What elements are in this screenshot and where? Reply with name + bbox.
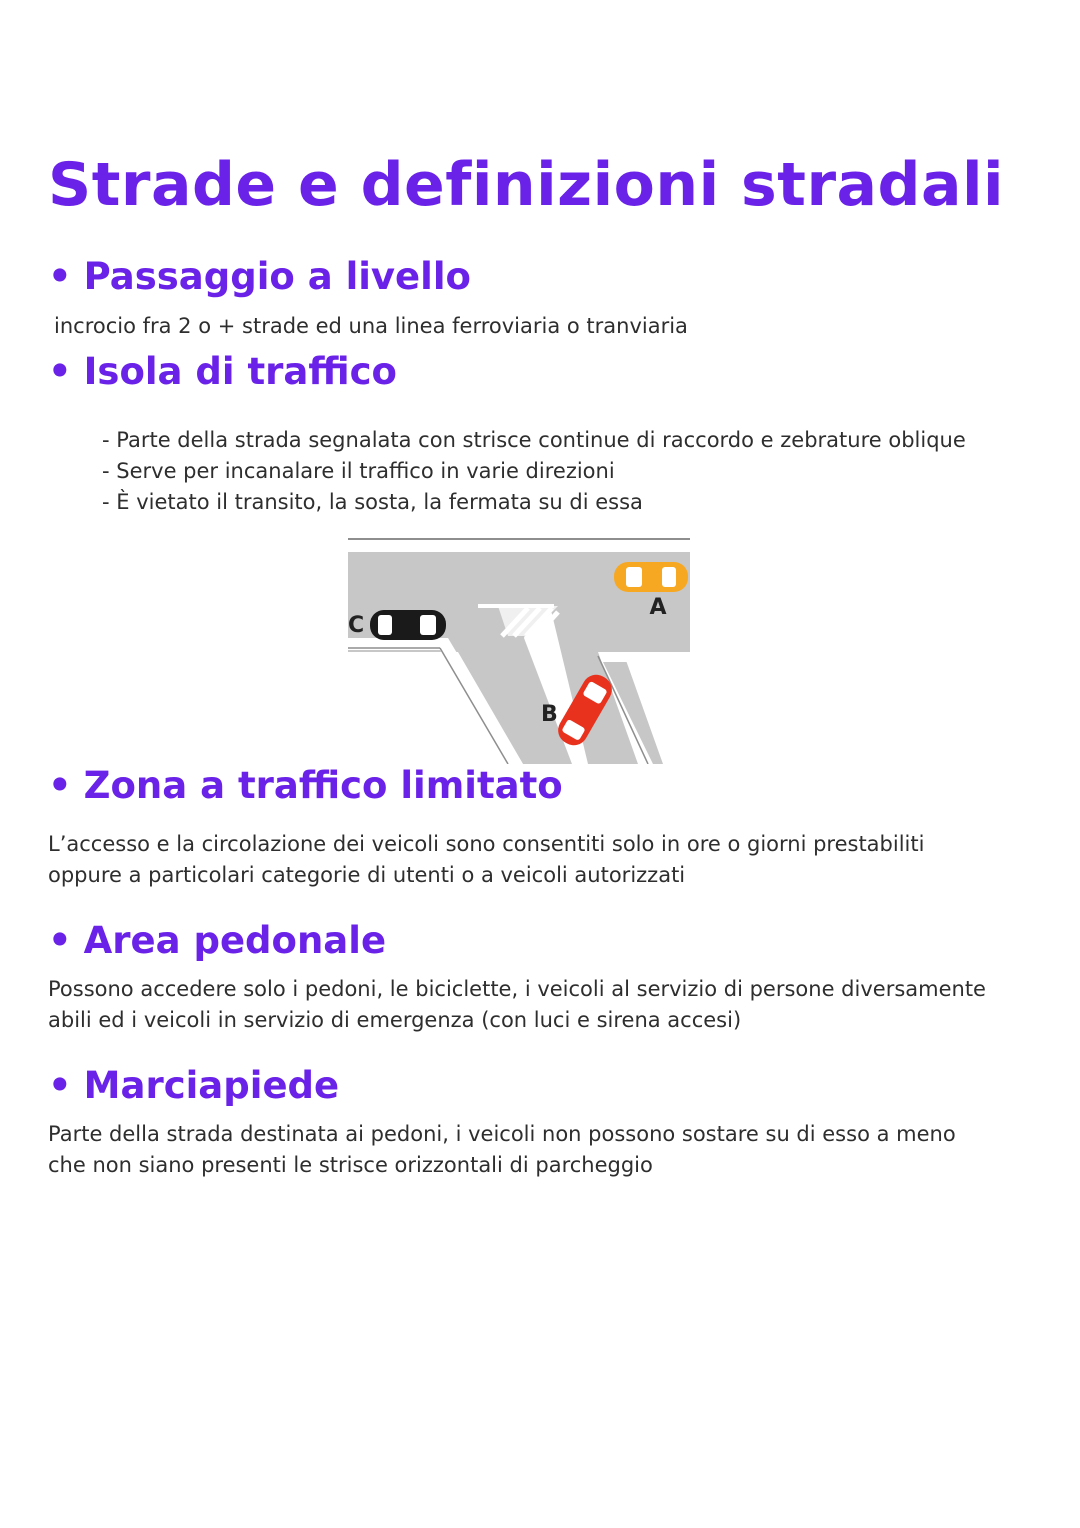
ztl-line-2: oppure a particolari categorie di utenti o a veicoli autorizzati bbox=[48, 863, 686, 887]
bullet-icon: • bbox=[48, 1064, 72, 1107]
heading-label: Zona a traffico limitato bbox=[83, 764, 563, 807]
passaggio-text: incrocio fra 2 o + strade ed una linea ferroviaria o tranviaria bbox=[54, 314, 688, 338]
traffic-island-diagram bbox=[348, 536, 690, 764]
label-c: C bbox=[348, 613, 365, 638]
bullet-icon: • bbox=[48, 255, 72, 298]
bullet-icon: • bbox=[48, 764, 72, 807]
label-b: B bbox=[541, 702, 558, 727]
ztl-line-1: L’accesso e la circolazione dei veicoli sono consentiti solo in ore o giorni prestabiliti bbox=[48, 832, 925, 856]
page-title: Strade e definizioni stradali bbox=[48, 150, 1005, 220]
list-item: - È vietato il transito, la sosta, la fermata su di essa bbox=[102, 490, 643, 514]
car-c bbox=[370, 610, 446, 640]
marciapiede-line-1: Parte della strada destinata ai pedoni, i veicoli non possono sostare su di esso a meno bbox=[48, 1122, 956, 1146]
label-a: A bbox=[649, 595, 667, 620]
heading-label: Marciapiede bbox=[83, 1064, 340, 1107]
heading-passaggio-a-livello bbox=[48, 255, 471, 298]
heading-label: Isola di traffico bbox=[83, 350, 397, 393]
bullet-icon: • bbox=[48, 919, 72, 962]
heading-label: Area pedonale bbox=[83, 919, 387, 962]
heading-label: Passaggio a livello bbox=[83, 255, 471, 298]
list-item: - Parte della strada segnalata con strisce continue di raccordo e zebrature oblique bbox=[102, 428, 966, 452]
heading-area-pedonale bbox=[48, 919, 386, 962]
area-line-1: Possono accedere solo i pedoni, le biciclette, i veicoli al servizio di persone diversamente bbox=[48, 977, 986, 1001]
heading-marciapiede bbox=[48, 1064, 339, 1107]
list-item: - Serve per incanalare il traffico in varie direzioni bbox=[102, 459, 615, 483]
heading-isola-di-traffico bbox=[48, 350, 397, 393]
area-line-2: abili ed i veicoli in servizio di emergenza (con luci e sirena accesi) bbox=[48, 1008, 742, 1032]
bullet-icon: • bbox=[48, 350, 72, 393]
car-a bbox=[614, 562, 688, 592]
heading-zona-a-traffico-limitato bbox=[48, 764, 563, 807]
marciapiede-line-2: che non siano presenti le strisce orizzontali di parcheggio bbox=[48, 1153, 653, 1177]
isola-list bbox=[102, 425, 966, 518]
